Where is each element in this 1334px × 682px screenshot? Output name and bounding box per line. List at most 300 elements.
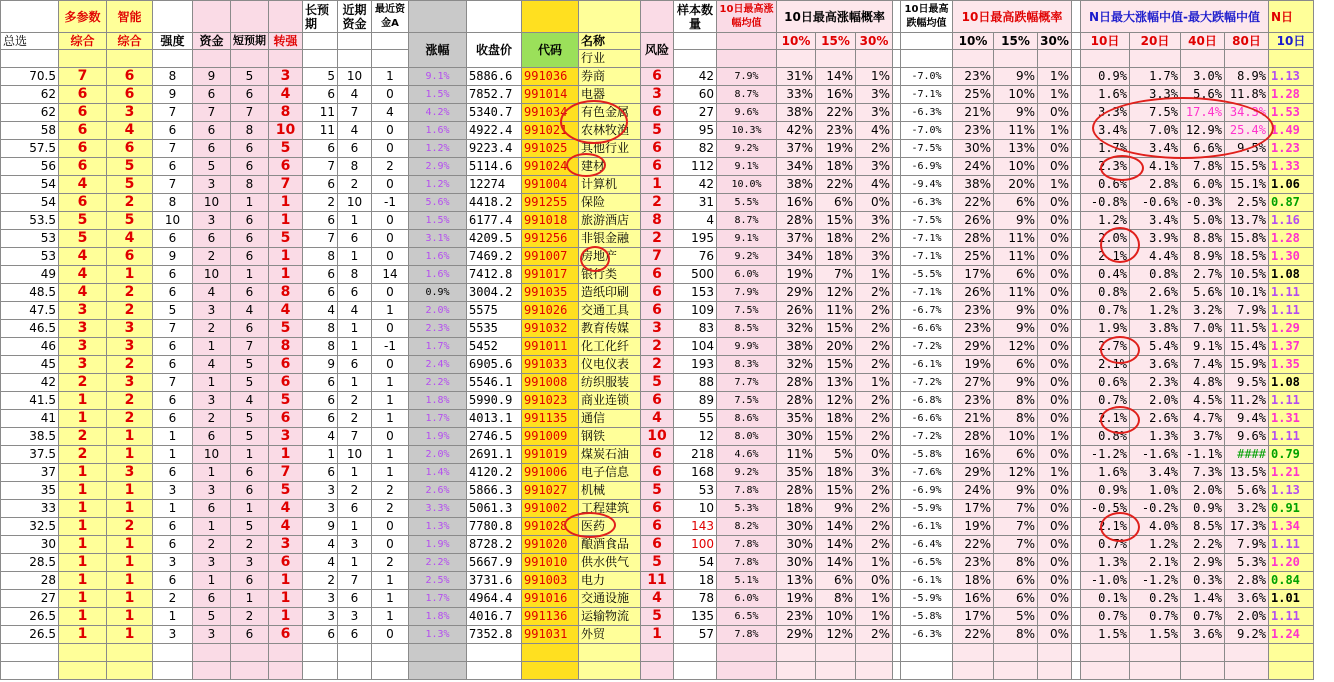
cell-rc[interactable]: 7 [338, 572, 372, 590]
cell-n[interactable]: 168 [674, 464, 717, 482]
cell-total[interactable]: 45 [1, 356, 59, 374]
cell-st[interactable]: 1 [153, 446, 193, 464]
cell-total[interactable]: 53.5 [1, 212, 59, 230]
cell-code[interactable]: 991003 [522, 572, 579, 590]
cell-m40[interactable]: 2.0% [1181, 482, 1225, 500]
cell-total[interactable]: 54 [1, 176, 59, 194]
cell-p15[interactable]: 20% [816, 338, 856, 356]
cell-cap[interactable]: 3 [193, 302, 231, 320]
cell-cap[interactable]: 4 [193, 284, 231, 302]
cell-avg[interactable]: 7.9% [717, 68, 777, 86]
cell-close[interactable]: 4209.5 [467, 230, 522, 248]
cell-m80[interactable]: #### [1225, 446, 1269, 464]
cell-gain[interactable]: 2.0% [409, 302, 467, 320]
cell-lp[interactable]: 3 [303, 608, 338, 626]
empty-cell[interactable] [467, 644, 522, 662]
cell-m20[interactable]: 1.5% [1130, 626, 1181, 644]
cell-m40[interactable]: 3.7% [1181, 428, 1225, 446]
cell-ra[interactable]: 0 [372, 248, 409, 266]
cell-risk[interactable]: 5 [641, 608, 674, 626]
empty-cell[interactable] [893, 644, 901, 662]
cell-n[interactable]: 42 [674, 176, 717, 194]
cell-risk[interactable]: 6 [641, 68, 674, 86]
cell-rc[interactable]: 1 [338, 320, 372, 338]
cell-m20[interactable]: 7.0% [1130, 122, 1181, 140]
cell-st[interactable]: 3 [153, 482, 193, 500]
cell-ts[interactable]: 6 [269, 158, 303, 176]
cell-total[interactable]: 70.5 [1, 68, 59, 86]
cell-ts[interactable]: 6 [269, 554, 303, 572]
cell-n[interactable]: 83 [674, 320, 717, 338]
cell-c2[interactable]: 3 [107, 374, 153, 392]
cell-sp[interactable]: 6 [231, 158, 269, 176]
cell-m40[interactable]: 0.3% [1181, 572, 1225, 590]
empty-cell[interactable] [338, 644, 372, 662]
cell-p10[interactable]: 26% [777, 302, 816, 320]
cell-p10[interactable]: 16% [777, 194, 816, 212]
cell-m10[interactable]: 2.1% [1081, 518, 1130, 536]
cell-sp[interactable]: 2 [231, 536, 269, 554]
cell-d30[interactable]: 0% [1038, 158, 1072, 176]
cell-total[interactable]: 47.5 [1, 302, 59, 320]
cell-last[interactable]: 1.08 [1269, 374, 1314, 392]
cell-p30[interactable]: 3% [856, 464, 893, 482]
cell-m10[interactable]: 1.9% [1081, 320, 1130, 338]
cell-dav[interactable]: -9.4% [901, 176, 953, 194]
cell-cap[interactable]: 3 [193, 176, 231, 194]
cell-code[interactable]: 991010 [522, 554, 579, 572]
cell-close[interactable]: 12274 [467, 176, 522, 194]
cell-cap[interactable]: 6 [193, 500, 231, 518]
cell-rc[interactable]: 1 [338, 338, 372, 356]
empty-cell[interactable] [901, 662, 953, 680]
cell-m40[interactable]: 7.4% [1181, 356, 1225, 374]
cell-m10[interactable]: 0.8% [1081, 284, 1130, 302]
cell-m80[interactable]: 15.5% [1225, 158, 1269, 176]
cell-n[interactable]: 57 [674, 626, 717, 644]
cell-sp[interactable]: 6 [231, 140, 269, 158]
cell-total[interactable]: 26.5 [1, 626, 59, 644]
cell-dav[interactable]: -7.5% [901, 212, 953, 230]
cell-d15[interactable]: 7% [994, 536, 1038, 554]
cell-code[interactable]: 991033 [522, 356, 579, 374]
cell-lp[interactable]: 9 [303, 356, 338, 374]
cell-m40[interactable]: 8.8% [1181, 230, 1225, 248]
cell-ts[interactable]: 8 [269, 104, 303, 122]
cell-ra[interactable]: 1 [372, 572, 409, 590]
cell-last[interactable]: 1.23 [1269, 140, 1314, 158]
cell-name[interactable]: 电子信息 [579, 464, 641, 482]
cell-lp[interactable]: 3 [303, 590, 338, 608]
cell-cap[interactable]: 1 [193, 338, 231, 356]
cell-dav[interactable]: -6.1% [901, 572, 953, 590]
cell-n[interactable]: 135 [674, 608, 717, 626]
cell-name[interactable]: 保险 [579, 194, 641, 212]
cell-rc[interactable]: 2 [338, 482, 372, 500]
cell-gain[interactable]: 1.2% [409, 140, 467, 158]
cell-ra[interactable]: 0 [372, 86, 409, 104]
cell-c1[interactable]: 1 [59, 608, 107, 626]
cell-p15[interactable]: 14% [816, 68, 856, 86]
cell-name[interactable]: 房地产 [579, 248, 641, 266]
empty-cell[interactable] [1225, 644, 1269, 662]
cell-c2[interactable]: 2 [107, 518, 153, 536]
cell-p15[interactable]: 16% [816, 86, 856, 104]
cell-gain[interactable]: 1.9% [409, 428, 467, 446]
cell-n[interactable]: 60 [674, 86, 717, 104]
cell-sp[interactable]: 6 [231, 464, 269, 482]
cell-name[interactable]: 外贸 [579, 626, 641, 644]
cell-risk[interactable]: 6 [641, 500, 674, 518]
cell-code[interactable]: 991007 [522, 248, 579, 266]
empty-cell[interactable] [409, 662, 467, 680]
empty-cell[interactable] [994, 644, 1038, 662]
cell-lp[interactable]: 8 [303, 338, 338, 356]
cell-rc[interactable]: 4 [338, 122, 372, 140]
cell-code[interactable]: 991023 [522, 392, 579, 410]
empty-cell[interactable] [856, 662, 893, 680]
cell-p30[interactable]: 3% [856, 248, 893, 266]
cell-st[interactable]: 7 [153, 374, 193, 392]
cell-code[interactable]: 991024 [522, 158, 579, 176]
cell-cap[interactable]: 1 [193, 518, 231, 536]
cell-st[interactable]: 7 [153, 104, 193, 122]
cell-name[interactable]: 电器 [579, 86, 641, 104]
cell-d30[interactable]: 1% [1038, 428, 1072, 446]
empty-cell[interactable] [579, 644, 641, 662]
cell-d10[interactable]: 21% [953, 410, 994, 428]
empty-cell[interactable] [522, 644, 579, 662]
cell-ra[interactable]: 14 [372, 266, 409, 284]
cell-d10[interactable]: 25% [953, 248, 994, 266]
cell-d15[interactable]: 6% [994, 266, 1038, 284]
cell-n[interactable]: 218 [674, 446, 717, 464]
cell-p15[interactable]: 18% [816, 230, 856, 248]
cell-ts[interactable]: 4 [269, 302, 303, 320]
cell-avg[interactable]: 8.6% [717, 410, 777, 428]
cell-m80[interactable]: 2.8% [1225, 572, 1269, 590]
cell-last[interactable]: 1.08 [1269, 266, 1314, 284]
cell-c1[interactable]: 6 [59, 158, 107, 176]
cell-p15[interactable]: 14% [816, 536, 856, 554]
cell-m80[interactable]: 9.6% [1225, 428, 1269, 446]
cell-total[interactable]: 41.5 [1, 392, 59, 410]
empty-cell[interactable] [901, 644, 953, 662]
cell-ra[interactable]: 4 [372, 104, 409, 122]
cell-m40[interactable]: -1.1% [1181, 446, 1225, 464]
empty-cell[interactable] [59, 644, 107, 662]
cell-name[interactable]: 医药 [579, 518, 641, 536]
cell-sp[interactable]: 6 [231, 230, 269, 248]
cell-d30[interactable]: 0% [1038, 500, 1072, 518]
empty-cell[interactable] [269, 662, 303, 680]
cell-lp[interactable]: 6 [303, 464, 338, 482]
cell-rc[interactable]: 3 [338, 608, 372, 626]
cell-m40[interactable]: 0.9% [1181, 500, 1225, 518]
cell-gain[interactable]: 1.5% [409, 86, 467, 104]
empty-cell[interactable] [1072, 644, 1081, 662]
cell-m20[interactable]: -1.6% [1130, 446, 1181, 464]
cell-p30[interactable]: 1% [856, 590, 893, 608]
empty-cell[interactable] [856, 644, 893, 662]
cell-dav[interactable]: -6.9% [901, 158, 953, 176]
cell-code[interactable]: 991135 [522, 410, 579, 428]
cell-rc[interactable]: 6 [338, 626, 372, 644]
cell-m40[interactable]: 5.6% [1181, 284, 1225, 302]
cell-close[interactable]: 5535 [467, 320, 522, 338]
cell-ts[interactable]: 1 [269, 248, 303, 266]
cell-avg[interactable]: 7.5% [717, 392, 777, 410]
cell-m20[interactable]: 4.1% [1130, 158, 1181, 176]
cell-d15[interactable]: 9% [994, 320, 1038, 338]
cell-d10[interactable]: 19% [953, 356, 994, 374]
cell-p15[interactable]: 9% [816, 500, 856, 518]
cell-avg[interactable]: 5.5% [717, 194, 777, 212]
cell-close[interactable]: 8728.2 [467, 536, 522, 554]
cell-sp[interactable]: 6 [231, 284, 269, 302]
cell-m40[interactable]: 8.5% [1181, 518, 1225, 536]
cell-ra[interactable]: 1 [372, 464, 409, 482]
cell-avg[interactable]: 9.1% [717, 230, 777, 248]
cell-d30[interactable]: 1% [1038, 464, 1072, 482]
cell-p10[interactable]: 30% [777, 536, 816, 554]
cell-st[interactable]: 6 [153, 572, 193, 590]
cell-risk[interactable]: 5 [641, 374, 674, 392]
cell-dav[interactable]: -6.1% [901, 356, 953, 374]
cell-lp[interactable]: 8 [303, 320, 338, 338]
cell-risk[interactable]: 6 [641, 302, 674, 320]
cell-p30[interactable]: 4% [856, 122, 893, 140]
cell-p10[interactable]: 30% [777, 428, 816, 446]
cell-dav[interactable]: -5.9% [901, 500, 953, 518]
cell-d15[interactable]: 9% [994, 302, 1038, 320]
cell-p30[interactable]: 0% [856, 446, 893, 464]
cell-code[interactable]: 991002 [522, 500, 579, 518]
cell-rc[interactable]: 6 [338, 500, 372, 518]
cell-c2[interactable]: 6 [107, 68, 153, 86]
cell-last[interactable]: 1.01 [1269, 590, 1314, 608]
cell-m80[interactable]: 13.7% [1225, 212, 1269, 230]
cell-st[interactable]: 8 [153, 68, 193, 86]
cell-n[interactable]: 76 [674, 248, 717, 266]
cell-dav[interactable]: -7.2% [901, 428, 953, 446]
cell-d15[interactable]: 10% [994, 86, 1038, 104]
cell-p30[interactable]: 4% [856, 176, 893, 194]
cell-c2[interactable]: 3 [107, 338, 153, 356]
cell-m40[interactable]: -0.3% [1181, 194, 1225, 212]
cell-p30[interactable]: 2% [856, 320, 893, 338]
cell-st[interactable]: 6 [153, 536, 193, 554]
empty-cell[interactable] [303, 644, 338, 662]
cell-p15[interactable]: 10% [816, 608, 856, 626]
cell-c1[interactable]: 2 [59, 374, 107, 392]
cell-p15[interactable]: 18% [816, 158, 856, 176]
cell-dav[interactable]: -7.1% [901, 284, 953, 302]
cell-ts[interactable]: 8 [269, 338, 303, 356]
cell-p15[interactable]: 18% [816, 248, 856, 266]
cell-p30[interactable]: 3% [856, 158, 893, 176]
cell-cap[interactable]: 6 [193, 590, 231, 608]
cell-name[interactable]: 酿酒食品 [579, 536, 641, 554]
cell-ra[interactable]: 0 [372, 212, 409, 230]
cell-c2[interactable]: 2 [107, 302, 153, 320]
cell-m80[interactable]: 2.0% [1225, 608, 1269, 626]
cell-close[interactable]: 6905.6 [467, 356, 522, 374]
cell-name[interactable]: 交通工具 [579, 302, 641, 320]
cell-c1[interactable]: 1 [59, 464, 107, 482]
cell-dav[interactable]: -5.5% [901, 266, 953, 284]
cell-m40[interactable]: 5.6% [1181, 86, 1225, 104]
cell-rc[interactable]: 8 [338, 266, 372, 284]
cell-p15[interactable]: 22% [816, 104, 856, 122]
cell-m80[interactable]: 7.9% [1225, 302, 1269, 320]
cell-m20[interactable]: 3.4% [1130, 464, 1181, 482]
cell-d15[interactable]: 6% [994, 590, 1038, 608]
cell-d30[interactable]: 0% [1038, 446, 1072, 464]
cell-m20[interactable]: 1.3% [1130, 428, 1181, 446]
cell-code[interactable]: 991011 [522, 338, 579, 356]
cell-n[interactable]: 88 [674, 374, 717, 392]
cell-m80[interactable]: 10.1% [1225, 284, 1269, 302]
empty-cell[interactable] [338, 662, 372, 680]
cell-d15[interactable]: 8% [994, 392, 1038, 410]
cell-d15[interactable]: 10% [994, 428, 1038, 446]
cell-m40[interactable]: 8.9% [1181, 248, 1225, 266]
cell-sp[interactable]: 5 [231, 428, 269, 446]
cell-gain[interactable]: 1.5% [409, 212, 467, 230]
empty-cell[interactable] [953, 662, 994, 680]
cell-p10[interactable]: 29% [777, 284, 816, 302]
cell-avg[interactable]: 8.7% [717, 212, 777, 230]
cell-dav[interactable]: -6.8% [901, 392, 953, 410]
cell-ra[interactable]: 2 [372, 158, 409, 176]
cell-ra[interactable]: 0 [372, 320, 409, 338]
cell-ra[interactable]: 1 [372, 392, 409, 410]
cell-lp[interactable]: 6 [303, 284, 338, 302]
cell-d10[interactable]: 28% [953, 230, 994, 248]
cell-risk[interactable]: 6 [641, 536, 674, 554]
cell-ra[interactable]: -1 [372, 194, 409, 212]
cell-d15[interactable]: 6% [994, 572, 1038, 590]
cell-p30[interactable]: 3% [856, 86, 893, 104]
cell-lp[interactable]: 9 [303, 518, 338, 536]
cell-m10[interactable]: 0.4% [1081, 266, 1130, 284]
cell-code[interactable]: 991025 [522, 140, 579, 158]
cell-m40[interactable]: 7.0% [1181, 320, 1225, 338]
cell-m40[interactable]: 7.8% [1181, 158, 1225, 176]
cell-gain[interactable]: 1.8% [409, 392, 467, 410]
cell-gain[interactable]: 3.3% [409, 500, 467, 518]
cell-close[interactable]: 5114.6 [467, 158, 522, 176]
cell-code[interactable]: 991017 [522, 266, 579, 284]
cell-n[interactable]: 78 [674, 590, 717, 608]
cell-total[interactable]: 62 [1, 86, 59, 104]
cell-m80[interactable]: 9.5% [1225, 140, 1269, 158]
cell-rc[interactable]: 10 [338, 446, 372, 464]
cell-rc[interactable]: 3 [338, 536, 372, 554]
cell-ts[interactable]: 1 [269, 266, 303, 284]
cell-c2[interactable]: 1 [107, 482, 153, 500]
cell-c2[interactable]: 5 [107, 158, 153, 176]
cell-cap[interactable]: 1 [193, 572, 231, 590]
cell-d10[interactable]: 18% [953, 572, 994, 590]
cell-m80[interactable]: 3.2% [1225, 500, 1269, 518]
cell-avg[interactable]: 9.9% [717, 338, 777, 356]
cell-m20[interactable]: 2.8% [1130, 176, 1181, 194]
cell-p15[interactable]: 5% [816, 446, 856, 464]
cell-m20[interactable]: 1.0% [1130, 482, 1181, 500]
cell-risk[interactable]: 6 [641, 392, 674, 410]
cell-close[interactable]: 5452 [467, 338, 522, 356]
cell-n[interactable]: 12 [674, 428, 717, 446]
cell-m10[interactable]: 2.0% [1081, 230, 1130, 248]
cell-cap[interactable]: 3 [193, 626, 231, 644]
cell-close[interactable]: 7780.8 [467, 518, 522, 536]
cell-d10[interactable]: 23% [953, 554, 994, 572]
cell-close[interactable]: 5061.3 [467, 500, 522, 518]
cell-ra[interactable]: 0 [372, 356, 409, 374]
cell-m20[interactable]: 4.0% [1130, 518, 1181, 536]
cell-ts[interactable]: 6 [269, 410, 303, 428]
cell-m10[interactable]: 0.6% [1081, 374, 1130, 392]
cell-d10[interactable]: 22% [953, 626, 994, 644]
empty-cell[interactable] [372, 644, 409, 662]
cell-m40[interactable]: 5.0% [1181, 212, 1225, 230]
cell-ts[interactable]: 1 [269, 194, 303, 212]
cell-m10[interactable]: 0.6% [1081, 176, 1130, 194]
empty-cell[interactable] [153, 644, 193, 662]
cell-d10[interactable]: 29% [953, 338, 994, 356]
empty-cell[interactable] [1130, 644, 1181, 662]
cell-p10[interactable]: 28% [777, 212, 816, 230]
cell-c2[interactable]: 2 [107, 392, 153, 410]
cell-gain[interactable]: 2.5% [409, 572, 467, 590]
cell-m20[interactable]: 3.4% [1130, 212, 1181, 230]
cell-c1[interactable]: 1 [59, 392, 107, 410]
empty-cell[interactable] [1081, 662, 1130, 680]
cell-c1[interactable]: 1 [59, 554, 107, 572]
cell-avg[interactable]: 8.3% [717, 356, 777, 374]
cell-ra[interactable]: 0 [372, 140, 409, 158]
cell-avg[interactable]: 8.2% [717, 518, 777, 536]
cell-sp[interactable]: 6 [231, 626, 269, 644]
cell-name[interactable]: 煤炭石油 [579, 446, 641, 464]
cell-lp[interactable]: 6 [303, 176, 338, 194]
cell-code[interactable]: 991035 [522, 284, 579, 302]
cell-ra[interactable]: 2 [372, 500, 409, 518]
cell-name[interactable]: 造纸印刷 [579, 284, 641, 302]
empty-cell[interactable] [777, 662, 816, 680]
cell-ts[interactable]: 1 [269, 212, 303, 230]
cell-lp[interactable]: 6 [303, 212, 338, 230]
cell-code[interactable]: 991032 [522, 320, 579, 338]
cell-cap[interactable]: 7 [193, 104, 231, 122]
cell-c2[interactable]: 1 [107, 590, 153, 608]
cell-n[interactable]: 112 [674, 158, 717, 176]
cell-c1[interactable]: 6 [59, 194, 107, 212]
cell-st[interactable]: 2 [153, 590, 193, 608]
cell-sp[interactable]: 1 [231, 500, 269, 518]
cell-n[interactable]: 95 [674, 122, 717, 140]
cell-gain[interactable]: 1.6% [409, 122, 467, 140]
cell-risk[interactable]: 2 [641, 356, 674, 374]
cell-gain[interactable]: 1.7% [409, 410, 467, 428]
cell-st[interactable]: 6 [153, 284, 193, 302]
cell-p10[interactable]: 30% [777, 518, 816, 536]
cell-p10[interactable]: 38% [777, 104, 816, 122]
cell-d10[interactable]: 21% [953, 104, 994, 122]
cell-cap[interactable]: 10 [193, 446, 231, 464]
